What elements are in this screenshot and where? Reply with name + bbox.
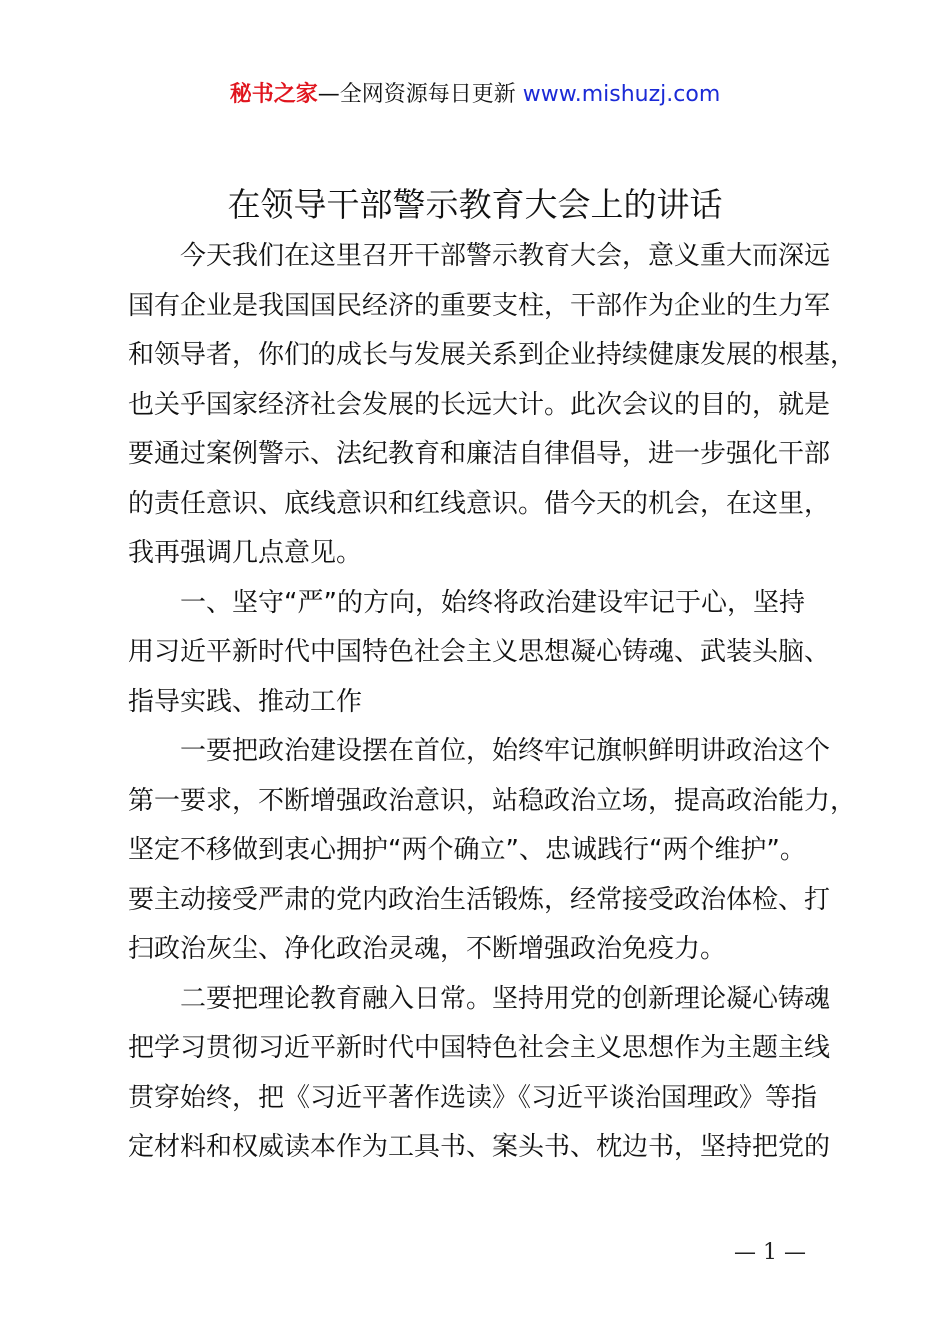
section-heading-line: 一、坚守“严”的方向，始终将政治建设牢记于心，坚持 [180, 587, 805, 618]
section-heading-line: 用习近平新时代中国特色社会主义思想凝心铸魂、武装头脑、 [128, 637, 831, 667]
page-number: — 1 — [734, 1240, 806, 1265]
site-tagline: —全网资源每日更新 [317, 82, 516, 107]
section-heading-line: 指导实践、推动工作 [128, 686, 363, 717]
text-line: 定材料和权威读本作为工具书、案头书、枕边书，坚持把党的 [128, 1132, 831, 1162]
site-brand: 秘书之家 [229, 82, 318, 107]
text-line: 二要把理论教育融入日常。坚持用党的创新理论凝心铸魂 [180, 983, 831, 1014]
text-line: 要通过案例警示、法纪教育和廉洁自律倡导，进一步强化干部 [128, 439, 831, 469]
text-line: 国有企业是我国国民经济的重要支柱，干部作为企业的生力军 [128, 290, 831, 321]
text-line: 把学习贯彻习近平新时代中国特色社会主义思想作为主题主线 [128, 1033, 831, 1063]
text-line: 也关乎国家经济社会发展的长远大计。此次会议的目的，就是 [128, 389, 831, 420]
text-line: 的责任意识、底线意识和红线意识。借今天的机会，在这里， [128, 488, 831, 519]
text-line: 我再强调几点意见。 [128, 538, 363, 568]
text-line: 扫政治灰尘、净化政治灵魂，不断增强政治免疫力。 [128, 934, 727, 964]
text-line: 一要把政治建设摆在首位，始终牢记旗帜鲜明讲政治这个 [180, 736, 831, 766]
document-title: 在领导干部警示教育大会上的讲话 [227, 185, 723, 224]
text-line: 和领导者，你们的成长与发展关系到企业持续健康发展的根基， [128, 340, 857, 370]
text-line: 今天我们在这里召开干部警示教育大会，意义重大而深远 [180, 241, 831, 271]
text-line: 坚定不移做到衷心拥护“两个确立”、忠诚践行“两个维护”。 [128, 835, 806, 865]
document-body [128, 232, 868, 1173]
text-line: 要主动接受严肃的党内政治生活锻炼，经常接受政治体检、打 [128, 884, 831, 915]
text-line: 贯穿始终，把《习近平著作选读》《习近平谈治国理政》等指 [128, 1082, 818, 1113]
site-url-link[interactable]: www.mishuzj.com [522, 82, 721, 107]
site-banner [0, 78, 950, 112]
text-line: 第一要求，不断增强政治意识，站稳政治立场，提高政治能力， [128, 785, 857, 816]
